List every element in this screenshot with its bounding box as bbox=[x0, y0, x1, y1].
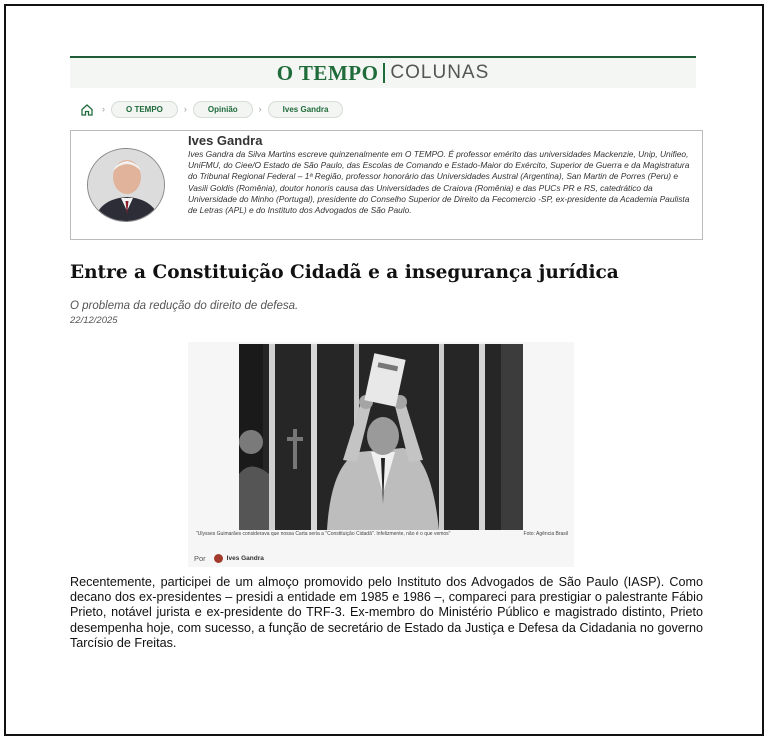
article-photo-card bbox=[188, 342, 574, 567]
byline-prefix: Por bbox=[194, 554, 206, 563]
breadcrumb-item-ives-gandra[interactable]: Ives Gandra bbox=[268, 101, 344, 118]
author-avatar[interactable] bbox=[87, 148, 165, 222]
chevron-right-icon: › bbox=[102, 104, 105, 114]
article-photo[interactable] bbox=[239, 344, 523, 530]
photo-credit: Foto: Agência Brasil bbox=[523, 531, 568, 537]
author-card bbox=[70, 130, 703, 240]
home-icon[interactable] bbox=[80, 102, 96, 116]
brand-logo[interactable]: O TEMPO bbox=[276, 60, 379, 85]
logo-divider bbox=[383, 63, 385, 83]
article-subtitle: O problema da redução do direito de defesa. bbox=[70, 300, 299, 312]
breadcrumb-item-o-tempo[interactable]: O TEMPO bbox=[111, 101, 178, 118]
byline bbox=[194, 554, 264, 563]
breadcrumb-item-opiniao[interactable]: Opinião bbox=[193, 101, 253, 118]
chevron-right-icon: › bbox=[183, 104, 187, 114]
breadcrumb bbox=[80, 100, 349, 118]
byline-avatar bbox=[214, 554, 223, 563]
section-name[interactable]: COLUNAS bbox=[390, 62, 490, 83]
author-bio: Ives Gandra da Silva Martins escreve quinzenalmente em O TEMPO. É professor emérito das universidades Mackenzie, Unip, Unifieo, UniFMU, do Ciee/O Estado de São Paulo, das Escolas de Comando e Estado-Maior do Exército, Superior de Guerra e da Magistratura do Tribunal Regional Federal – 1ª Região, professor honorário das Universidades Austral (Argentina), San Martin de Porres (Peru) e Vasili Goldis (Romênia), doutor honoris causa das Universidades de Craiova (Romênia) e das PUCs PR e RS, catedrático da Universidade do Minho (Portugal), presidente do Conselho Superior de Direito da Fecomercio -SP, ex-presidente da Academia Paulista de Letras (APL) e do Instituto dos Advogados de São Paulo. bbox=[188, 149, 690, 216]
author-name[interactable]: Ives Gandra bbox=[188, 133, 263, 148]
photo-caption: "Ulysses Guimarães considerava que nossa Carta seria a "Constituição Cidadã". Infelizmente, não é o que vemos" bbox=[196, 531, 451, 537]
article-date: 22/12/2025 bbox=[70, 315, 118, 326]
article-title: Entre a Constituição Cidadã e a insegurança jurídica bbox=[70, 262, 619, 283]
article-body-paragraph: Recentemente, participei de um almoço promovido pelo Instituto dos Advogados de São Paulo (IASP). Como decano dos ex-presidentes – presidi a entidade em 1985 e 1986 –, compareci para prestigiar o palestrante Fábio Prieto, notável jurista e ex-presidente do TRF-3. Ex-membro do Ministério Público e magistrado distinto, Prieto desempenha hoje, com sucesso, a função de secretário de Estado da Justiça e Defesa da Cidadania no governo Tarcísio de Freitas. bbox=[70, 575, 703, 650]
chevron-right-icon: › bbox=[258, 104, 262, 114]
masthead[interactable] bbox=[70, 56, 696, 88]
byline-author-link[interactable]: Ives Gandra bbox=[226, 555, 264, 562]
